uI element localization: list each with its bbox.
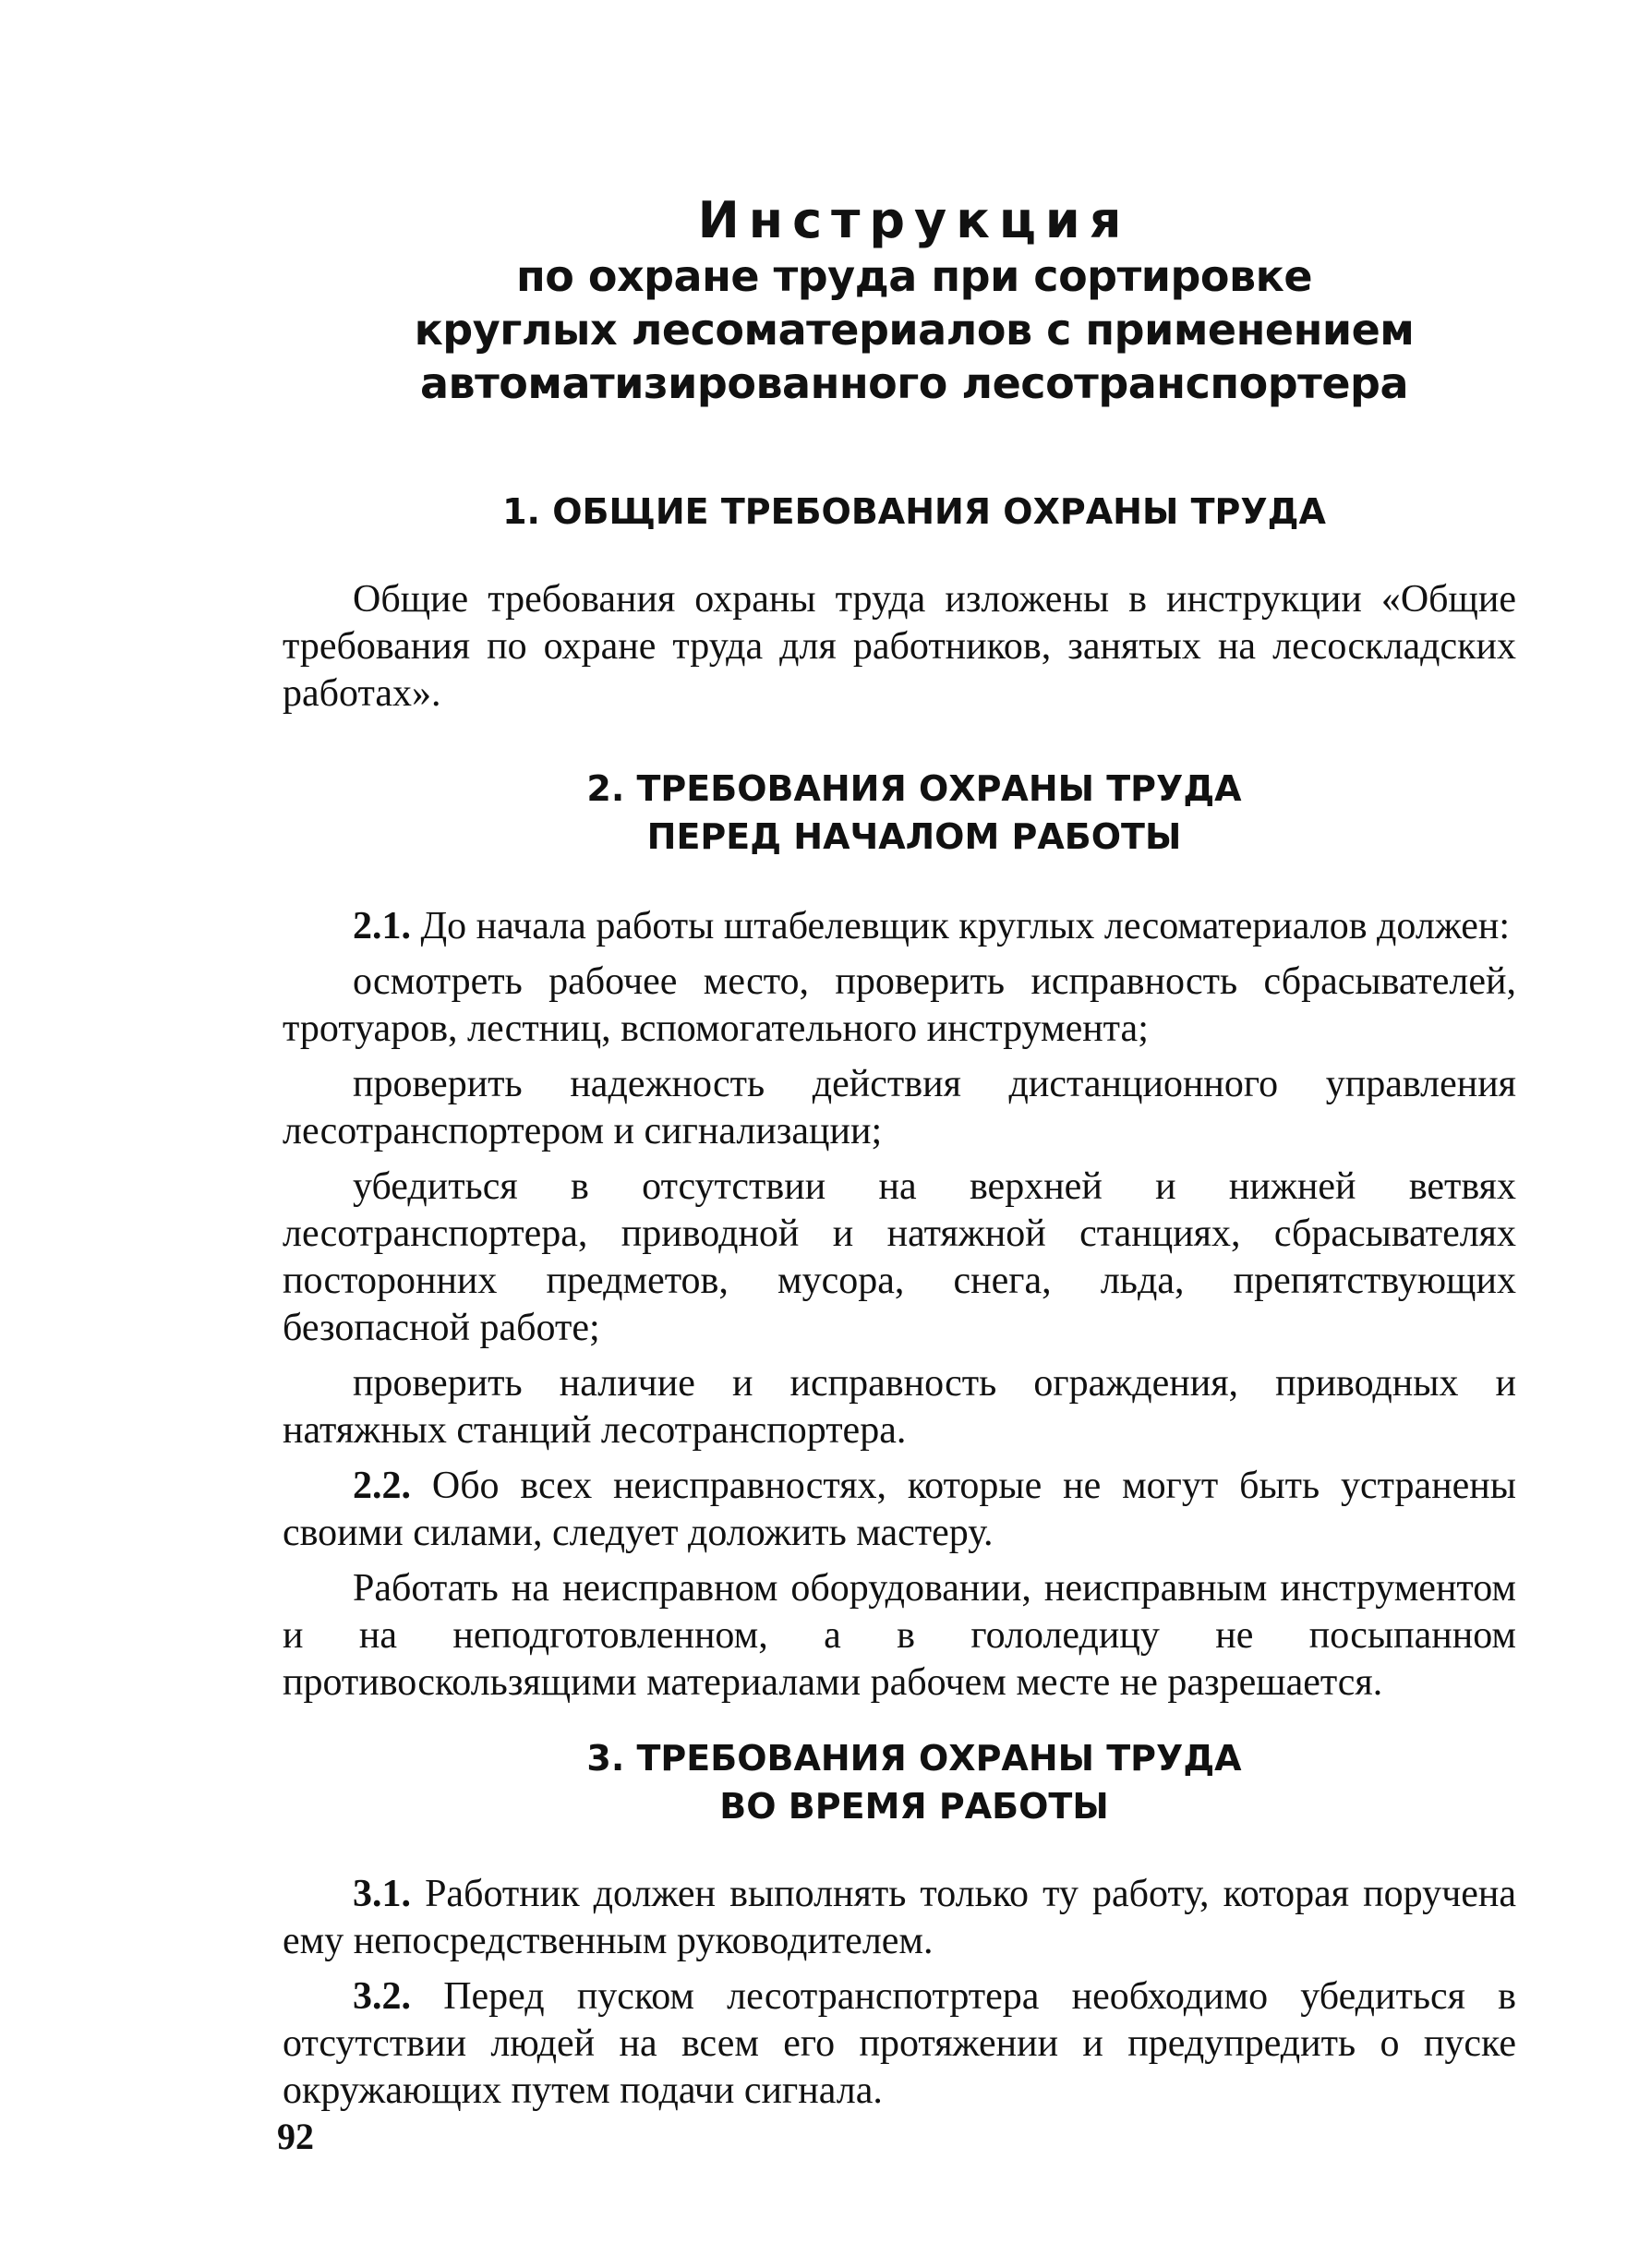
title-line-1: по охране труда при сортировке: [515, 251, 1313, 301]
item-2-1-text: До начала работы штабелевщик круглых лесоматериалов должен:: [420, 905, 1511, 947]
item-3-1-number: 3.1.: [353, 1873, 411, 1915]
section-1-heading-text: 1. ОБЩИЕ ТРЕБОВАНИЯ ОХРАНЫ ТРУДА: [502, 491, 1326, 532]
page-number: 92: [277, 2116, 314, 2157]
section-3-heading-line-2: ВО ВРЕМЯ РАБОТЫ: [719, 1786, 1109, 1827]
section-3-heading: [332, 1734, 1496, 1830]
title-main: Инструкция: [697, 191, 1131, 249]
item-2-2: [283, 1463, 1516, 1557]
section-1-heading: [332, 488, 1496, 536]
title-line-2: круглых лесоматериалов с применением: [414, 305, 1415, 355]
item-3-2: [283, 1973, 1516, 2115]
duty-1: осмотреть рабочее место, проверить исправность сбрасывателей, тротуаров, лестниц, вспомогательного инструмента;: [283, 960, 1516, 1050]
item-2-1-number: 2.1.: [353, 905, 411, 947]
item-2-1: [283, 903, 1516, 950]
document-title: [351, 192, 1477, 410]
section-2-body: [283, 903, 1516, 1707]
item-3-2-text: Перед пуском лесотранспотртера необходимо убедиться в отсутствии людей на всем его протяжении и предупредить о пуске окружающих путем подачи сигнала.: [283, 1975, 1516, 2112]
title-line-3: автоматизированного лесотранспортера: [420, 358, 1408, 408]
duty-4: проверить наличие и исправность ограждения, приводных и натяжных станций лесотранспортера.: [283, 1362, 1516, 1452]
item-2-2-text: Обо всех неисправностях, которые не могут быть устранены своими силами, следует доложить мастеру.: [283, 1465, 1517, 1554]
section-1-body: [283, 576, 1516, 718]
section-1-paragraph: Общие требования охраны труда изложены в инструкции «Общие требования по охране труда для работников, занятых на лесоскладских работах».: [283, 578, 1516, 715]
section-3-heading-line-1: 3. ТРЕБОВАНИЯ ОХРАНЫ ТРУДА: [586, 1738, 1242, 1779]
duty-3: убедиться в отсутствии на верхней и нижней ветвях лесотранспортера, приводной и натяжной станциях, сбрасывателях посторонних предметов, мусора, снега, льда, препятствующих безопасной работе;: [283, 1165, 1516, 1349]
item-2-2-number: 2.2.: [353, 1465, 411, 1507]
item-3-1-text: Работник должен выполнять только ту работу, которая поручена ему непосредственным руководителем.: [283, 1873, 1516, 1962]
section-2-heading: [332, 765, 1496, 861]
item-3-2-number: 3.2.: [353, 1975, 411, 2018]
section-2-heading-line-1: 2. ТРЕБОВАНИЯ ОХРАНЫ ТРУДА: [586, 768, 1242, 809]
item-3-1: [283, 1871, 1516, 1965]
section-2-heading-line-2: ПЕРЕД НАЧАЛОМ РАБОТЫ: [646, 816, 1182, 857]
duty-2: проверить надежность действия дистанционного управления лесотранспортером и сигнализации;: [283, 1063, 1516, 1152]
section-3-body: [283, 1871, 1516, 2115]
item-2-2-note: Работать на неисправном оборудовании, неисправным инструментом и на неподготовленном, а в гололедицу не посыпанном противоскользящими материалами рабочем месте не разрешается.: [283, 1567, 1516, 1704]
